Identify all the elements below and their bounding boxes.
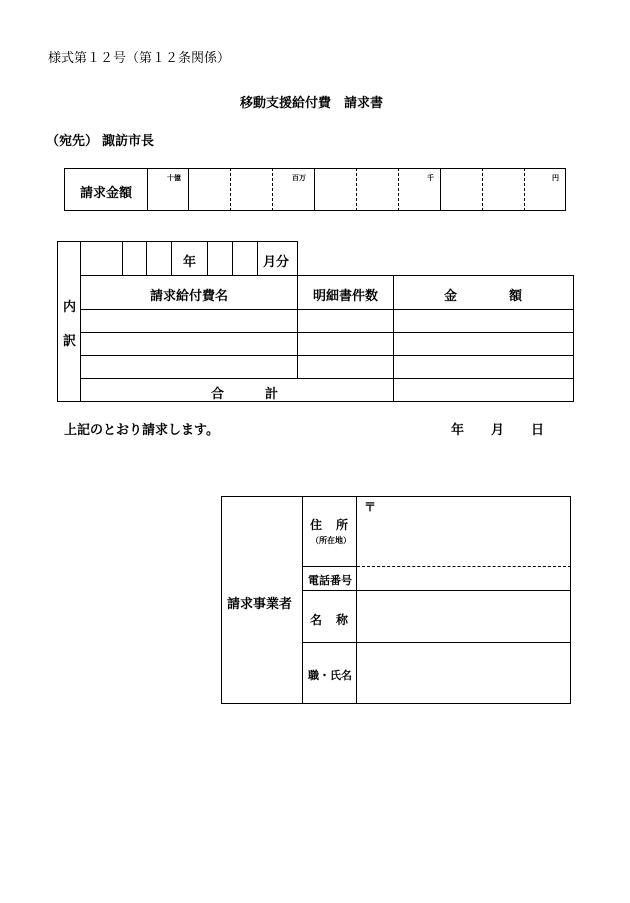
total-label-2: 計: [265, 387, 279, 402]
name-label-1: 名: [310, 613, 323, 627]
period-year: 年: [183, 255, 197, 270]
declaration: 上記のとおり請求します。: [64, 423, 219, 438]
unit-yen: 円: [552, 174, 559, 182]
period-month: 月分: [263, 255, 290, 270]
date-day: 日: [531, 423, 545, 438]
postal-mark: 〒: [364, 500, 377, 514]
date-year: 年: [451, 423, 465, 438]
header-amount-1: 金: [444, 289, 458, 304]
unit-million: 百万: [292, 174, 306, 182]
document-title: 移動支援給付費 請求書: [240, 96, 384, 111]
header-benefit-name: 請求給付費名: [150, 289, 229, 304]
name-label-2: 称: [336, 613, 349, 627]
claimant-label: 請求事業者: [227, 597, 293, 612]
title-name-label: 職・氏名: [308, 669, 352, 682]
addressee-label: （宛先）: [46, 134, 99, 149]
unit-thousand: 千: [427, 174, 434, 182]
form-number: 様式第１２号（第１２条関係）: [48, 51, 231, 66]
address-label-1: 住: [310, 518, 323, 532]
total-label-1: 合: [211, 387, 225, 402]
unit-billion: 十億: [167, 174, 181, 182]
amount-label: 請求金額: [80, 186, 133, 201]
breakdown-side-2: 訳: [63, 334, 77, 349]
date-month: 月: [491, 423, 505, 438]
header-statement-count: 明細書件数: [313, 289, 379, 304]
phone-label: 電話番号: [308, 574, 352, 587]
breakdown-side-1: 内: [63, 300, 77, 315]
addressee-name: 諏訪市長: [102, 134, 155, 149]
address-label-2: 所: [336, 518, 349, 532]
header-amount-2: 額: [509, 289, 523, 304]
address-note: （所在地）: [311, 536, 351, 545]
